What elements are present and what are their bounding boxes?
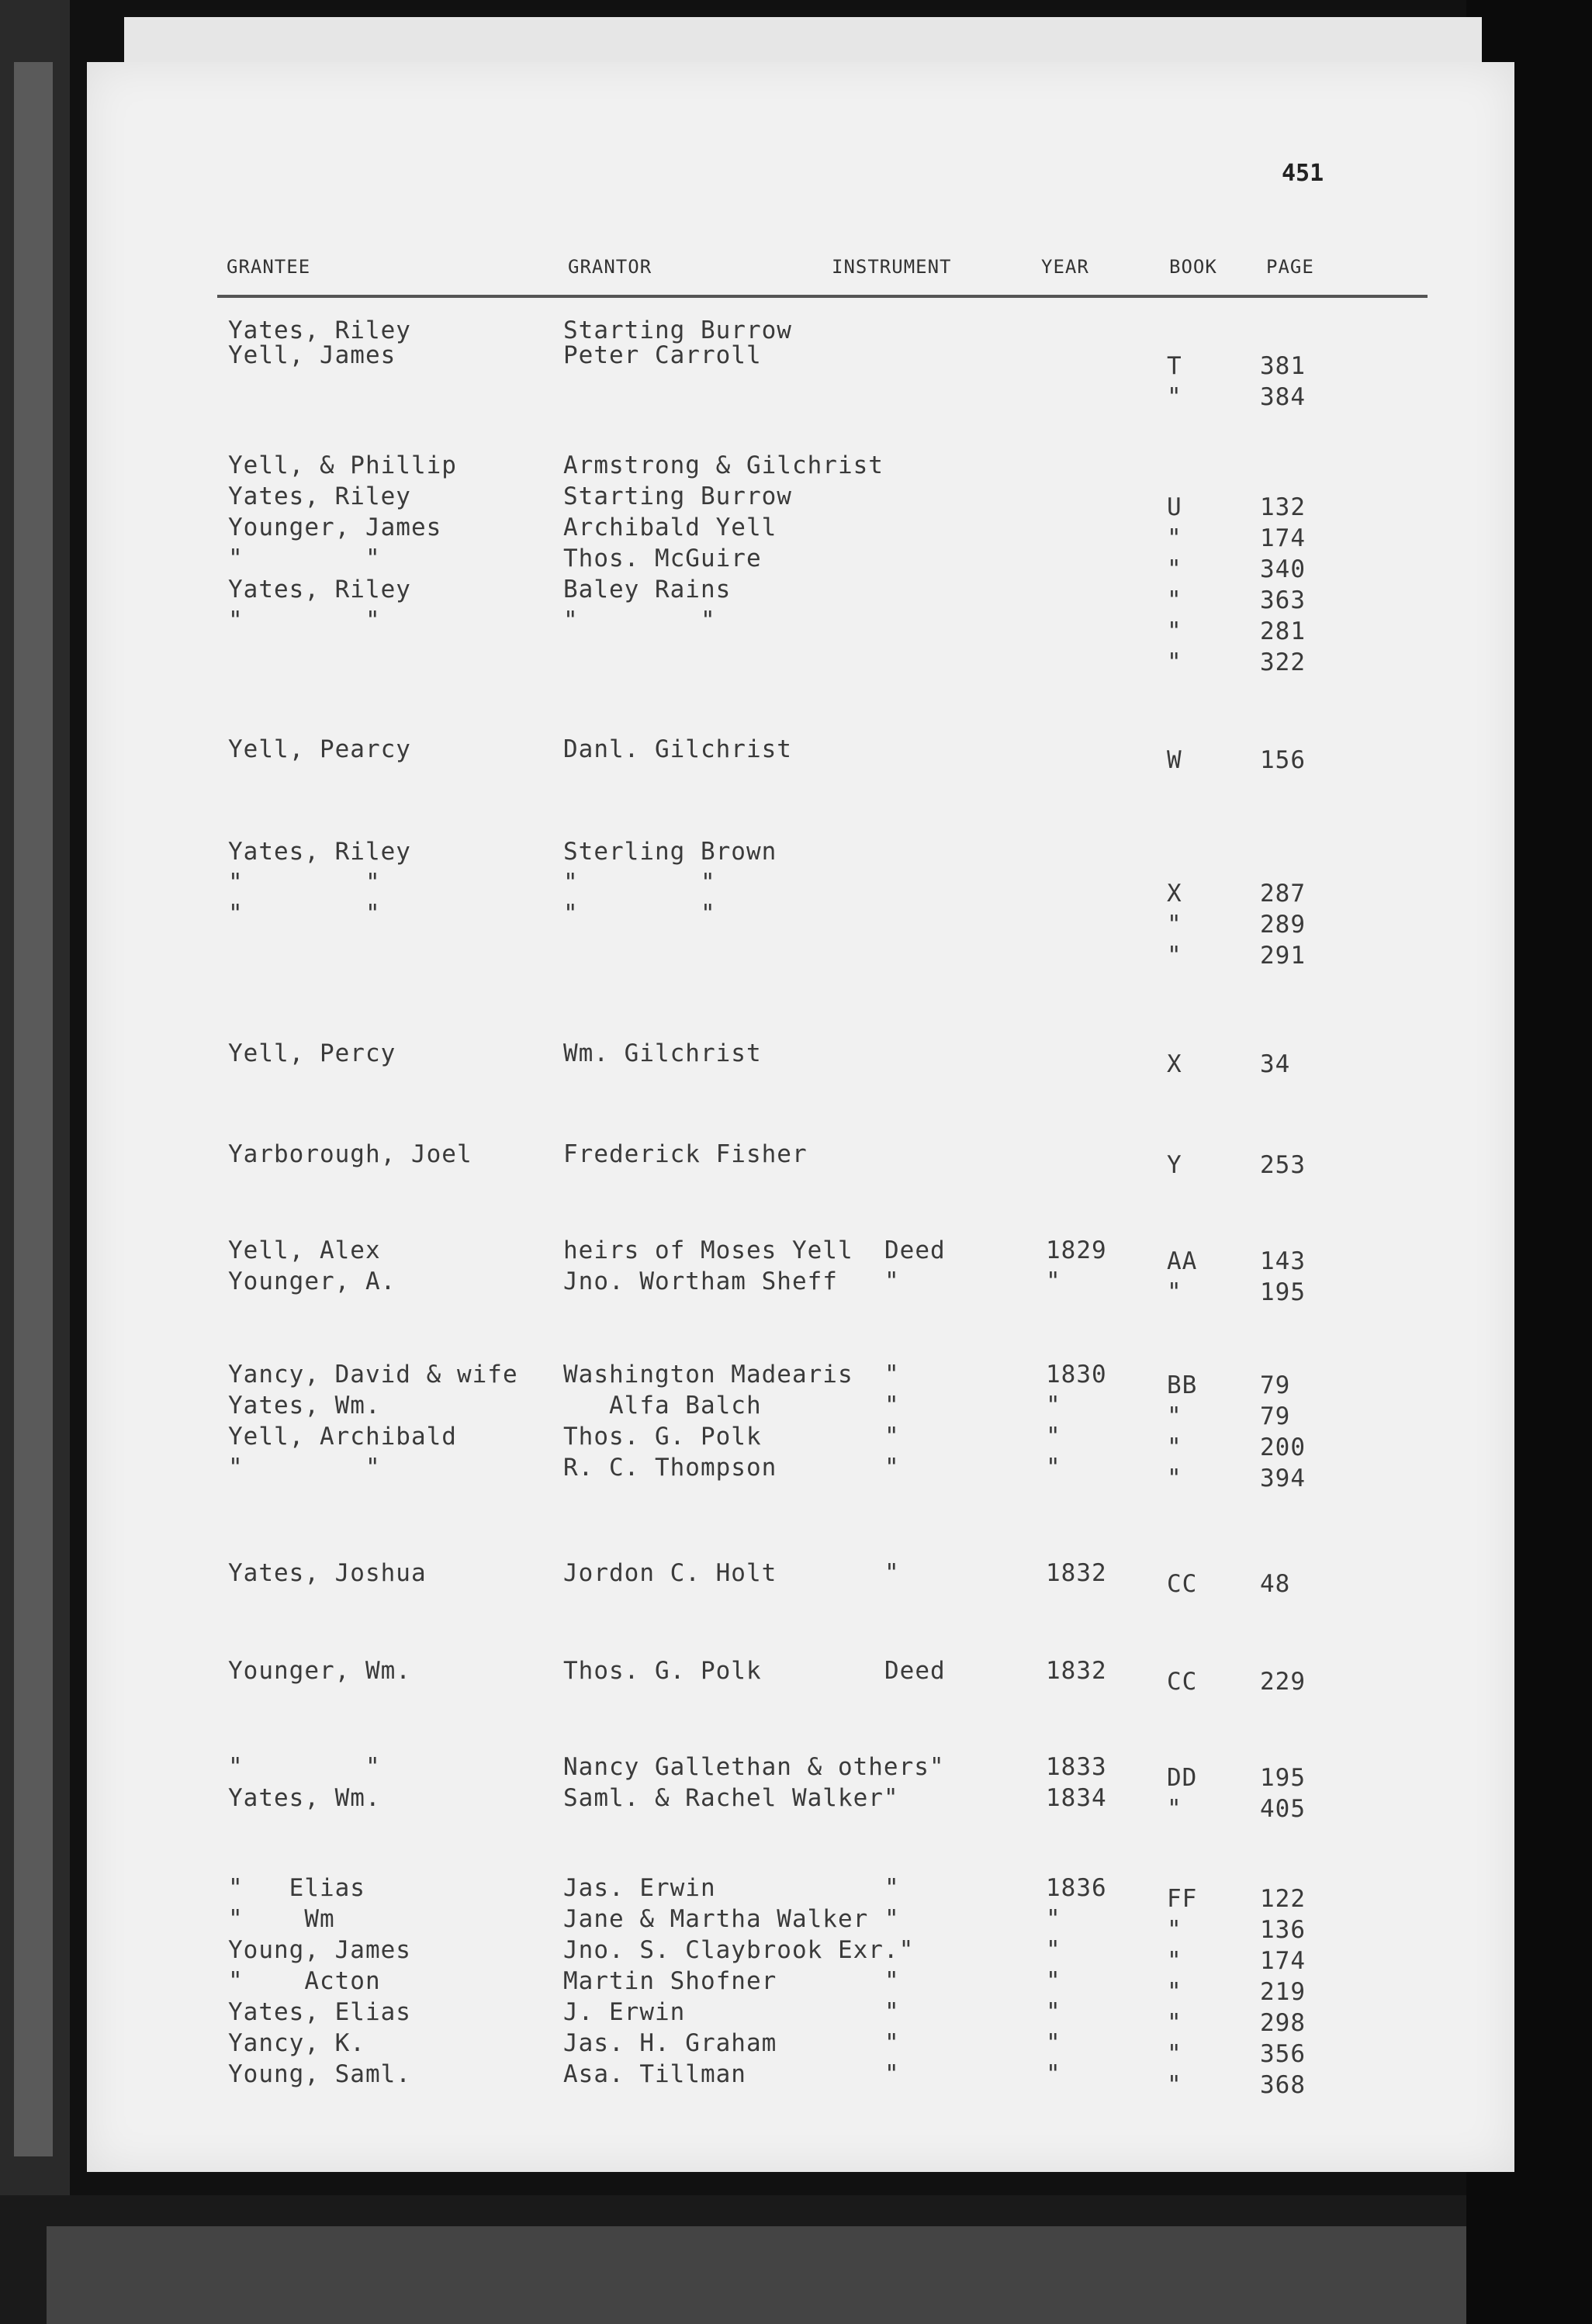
row-book: " — [1167, 383, 1182, 411]
row-book: DD — [1167, 1764, 1198, 1792]
row-page: 200 — [1260, 1433, 1306, 1461]
book-spine — [14, 62, 53, 2156]
row-year: " — [1046, 1392, 1061, 1420]
row-year: " — [1046, 1998, 1061, 2026]
row-grantee: Yates, Elias — [228, 1998, 411, 2026]
row-grantor: Sterling Brown — [563, 838, 777, 866]
row-book: CC — [1167, 1668, 1198, 1696]
row-grantor: Jane & Martha Walker — [563, 1905, 869, 1933]
header-grantee: GRANTEE — [227, 256, 311, 278]
row-grantor: Saml. & Rachel Walker" — [563, 1784, 899, 1812]
row-book: " — [1167, 617, 1182, 645]
row-page: 136 — [1260, 1916, 1306, 1944]
row-book: Y — [1167, 1151, 1182, 1179]
row-book: " — [1167, 1402, 1182, 1430]
row-year: " — [1046, 1936, 1061, 1964]
row-page: 253 — [1260, 1151, 1306, 1179]
row-instrument: Deed — [884, 1236, 946, 1264]
row-year: 1836 — [1046, 1874, 1107, 1902]
row-grantee: Yates, Riley — [228, 576, 411, 603]
row-grantee: " " — [228, 607, 381, 635]
row-page: 143 — [1260, 1247, 1306, 1275]
row-year: " — [1046, 1454, 1061, 1482]
row-page: 287 — [1260, 880, 1306, 908]
row-book: " — [1167, 1465, 1182, 1492]
row-year: 1832 — [1046, 1657, 1107, 1685]
row-book: " — [1167, 586, 1182, 614]
row-book: " — [1167, 1795, 1182, 1823]
row-book: BB — [1167, 1371, 1198, 1399]
header-rule — [217, 295, 1428, 298]
row-grantee: Young, James — [228, 1936, 411, 1964]
row-year: " — [1046, 2060, 1061, 2088]
header-grantor: GRANTOR — [568, 256, 652, 278]
row-year: " — [1046, 1905, 1061, 1933]
row-book: W — [1167, 746, 1182, 774]
row-book: " — [1167, 648, 1182, 676]
row-grantee: Younger, James — [228, 514, 442, 541]
row-page: 394 — [1260, 1465, 1306, 1492]
row-instrument: " — [884, 1267, 900, 1295]
row-grantee: Yancy, David & wife — [228, 1361, 518, 1389]
row-grantor: Danl. Gilchrist — [563, 735, 792, 763]
row-page: 229 — [1260, 1668, 1306, 1696]
row-instrument: " — [884, 1361, 900, 1389]
row-page: 405 — [1260, 1795, 1306, 1823]
row-year: 1833 — [1046, 1753, 1107, 1781]
row-page: 384 — [1260, 383, 1306, 411]
row-instrument: " — [884, 1998, 900, 2026]
row-page: 195 — [1260, 1278, 1306, 1306]
row-page: 381 — [1260, 352, 1306, 380]
row-grantee: " " — [228, 1753, 381, 1781]
row-grantor: heirs of Moses Yell — [563, 1236, 853, 1264]
row-book: " — [1167, 942, 1182, 970]
row-grantee: Yarborough, Joel — [228, 1140, 472, 1168]
row-grantor: Jno. Wortham Sheff — [563, 1267, 838, 1295]
row-page: 79 — [1260, 1402, 1291, 1430]
row-grantee: Yates, Joshua — [228, 1559, 427, 1587]
row-book: " — [1167, 1278, 1182, 1306]
row-grantor: Thos. G. Polk — [563, 1423, 762, 1451]
header-page: PAGE — [1266, 256, 1314, 278]
row-grantor: Washington Madearis — [563, 1361, 853, 1389]
header-book: BOOK — [1169, 256, 1217, 278]
row-grantor: Starting Burrow — [563, 316, 792, 344]
row-year: 1830 — [1046, 1361, 1107, 1389]
row-book: " — [1167, 524, 1182, 552]
row-instrument: " — [884, 1454, 900, 1482]
row-book: " — [1167, 555, 1182, 583]
row-book: CC — [1167, 1570, 1198, 1598]
row-grantor: Thos. McGuire — [563, 545, 762, 572]
page-number: 451 — [1282, 160, 1324, 187]
row-book: T — [1167, 352, 1182, 380]
underlying-page — [124, 17, 1482, 64]
header-year: YEAR — [1041, 256, 1089, 278]
row-book: " — [1167, 1433, 1182, 1461]
row-grantor: Jno. S. Claybrook Exr." — [563, 1936, 915, 1964]
row-page: 356 — [1260, 2040, 1306, 2068]
row-page: 289 — [1260, 911, 1306, 939]
row-grantor: Alfa Balch — [563, 1392, 762, 1420]
row-page: 156 — [1260, 746, 1306, 774]
row-year: 1832 — [1046, 1559, 1107, 1587]
row-instrument: Deed — [884, 1657, 946, 1685]
document-page — [87, 62, 1514, 2172]
row-page: 174 — [1260, 524, 1306, 552]
row-page: 195 — [1260, 1764, 1306, 1792]
row-grantor: " " — [563, 607, 716, 635]
row-grantee: Younger, A. — [228, 1267, 396, 1295]
row-grantee: Yates, Riley — [228, 838, 411, 866]
row-book: " — [1167, 1978, 1182, 2006]
row-instrument: " — [884, 2029, 900, 2057]
row-page: 322 — [1260, 648, 1306, 676]
row-book: " — [1167, 2040, 1182, 2068]
row-page: 132 — [1260, 493, 1306, 521]
bottom-strip — [47, 2226, 1521, 2324]
row-year: " — [1046, 1423, 1061, 1451]
row-book: " — [1167, 1947, 1182, 1975]
row-instrument: " — [884, 1874, 900, 1902]
row-instrument: " — [884, 2060, 900, 2088]
row-book: " — [1167, 2009, 1182, 2037]
row-book: FF — [1167, 1885, 1198, 1913]
row-page: 48 — [1260, 1570, 1291, 1598]
row-grantee: Yell, Percy — [228, 1039, 396, 1067]
row-year: " — [1046, 1267, 1061, 1295]
row-page: 281 — [1260, 617, 1306, 645]
row-grantee: Yates, Wm. — [228, 1784, 381, 1812]
binding-edge — [0, 0, 70, 2324]
row-grantee: Yell, Archibald — [228, 1423, 457, 1451]
row-instrument: " — [884, 1905, 900, 1933]
row-grantee: " Acton — [228, 1967, 381, 1995]
row-page: 122 — [1260, 1885, 1306, 1913]
row-grantee: Yancy, K. — [228, 2029, 365, 2057]
row-grantor: Jordon C. Holt — [563, 1559, 777, 1587]
row-page: 298 — [1260, 2009, 1306, 2037]
row-grantor: Martin Shofner — [563, 1967, 777, 1995]
row-book: X — [1167, 1050, 1182, 1078]
row-grantor: " " — [563, 900, 716, 928]
row-grantee: " Elias — [228, 1874, 365, 1902]
row-grantor: J. Erwin — [563, 1998, 686, 2026]
row-grantor: Wm. Gilchrist — [563, 1039, 762, 1067]
row-grantor: Nancy Gallethan & others" — [563, 1753, 945, 1781]
row-instrument: " — [884, 1392, 900, 1420]
row-grantee: Yell, Pearcy — [228, 735, 411, 763]
row-grantor: Starting Burrow — [563, 482, 792, 510]
row-page: 340 — [1260, 555, 1306, 583]
row-grantee: Yell, & Phillip — [228, 451, 457, 479]
row-book: U — [1167, 493, 1182, 521]
row-grantor: Thos. G. Polk — [563, 1657, 762, 1685]
row-instrument: " — [884, 1423, 900, 1451]
row-year: 1829 — [1046, 1236, 1107, 1264]
row-grantee: Younger, Wm. — [228, 1657, 411, 1685]
row-grantee: Yates, Riley — [228, 482, 411, 510]
row-grantor: Armstrong & Gilchrist — [563, 451, 884, 479]
row-instrument: " — [884, 1967, 900, 1995]
row-instrument: " — [884, 1559, 900, 1587]
row-grantee: " " — [228, 545, 381, 572]
row-grantee: " " — [228, 869, 381, 897]
row-grantor: Asa. Tillman — [563, 2060, 746, 2088]
row-page: 79 — [1260, 1371, 1291, 1399]
row-grantor: Archibald Yell — [563, 514, 777, 541]
row-grantee: Yates, Riley — [228, 316, 411, 344]
row-page: 174 — [1260, 1947, 1306, 1975]
row-page: 34 — [1260, 1050, 1291, 1078]
bottom-edge — [0, 2195, 1592, 2324]
row-grantor: Baley Rains — [563, 576, 732, 603]
row-book: " — [1167, 911, 1182, 939]
row-grantor: Jas. Erwin — [563, 1874, 716, 1902]
row-grantee: Young, Saml. — [228, 2060, 411, 2088]
row-page: 368 — [1260, 2071, 1306, 2099]
row-grantor: Frederick Fisher — [563, 1140, 808, 1168]
row-page: 363 — [1260, 586, 1306, 614]
row-grantee: Yates, Wm. — [228, 1392, 381, 1420]
row-year: 1834 — [1046, 1784, 1107, 1812]
row-year: " — [1046, 2029, 1061, 2057]
row-page: 291 — [1260, 942, 1306, 970]
row-grantee: Yell, James — [228, 341, 396, 369]
row-book: AA — [1167, 1247, 1198, 1275]
row-book: X — [1167, 880, 1182, 908]
row-grantor: Peter Carroll — [563, 341, 762, 369]
row-book: " — [1167, 1916, 1182, 1944]
row-grantee: " " — [228, 900, 381, 928]
header-instrument: INSTRUMENT — [832, 256, 952, 278]
row-grantee: Yell, Alex — [228, 1236, 381, 1264]
row-grantor: Jas. H. Graham — [563, 2029, 777, 2057]
row-grantor: R. C. Thompson — [563, 1454, 777, 1482]
row-grantee: " Wm — [228, 1905, 335, 1933]
row-year: " — [1046, 1967, 1061, 1995]
row-page: 219 — [1260, 1978, 1306, 2006]
row-grantor: " " — [563, 869, 716, 897]
row-book: " — [1167, 2071, 1182, 2099]
row-grantee: " " — [228, 1454, 381, 1482]
